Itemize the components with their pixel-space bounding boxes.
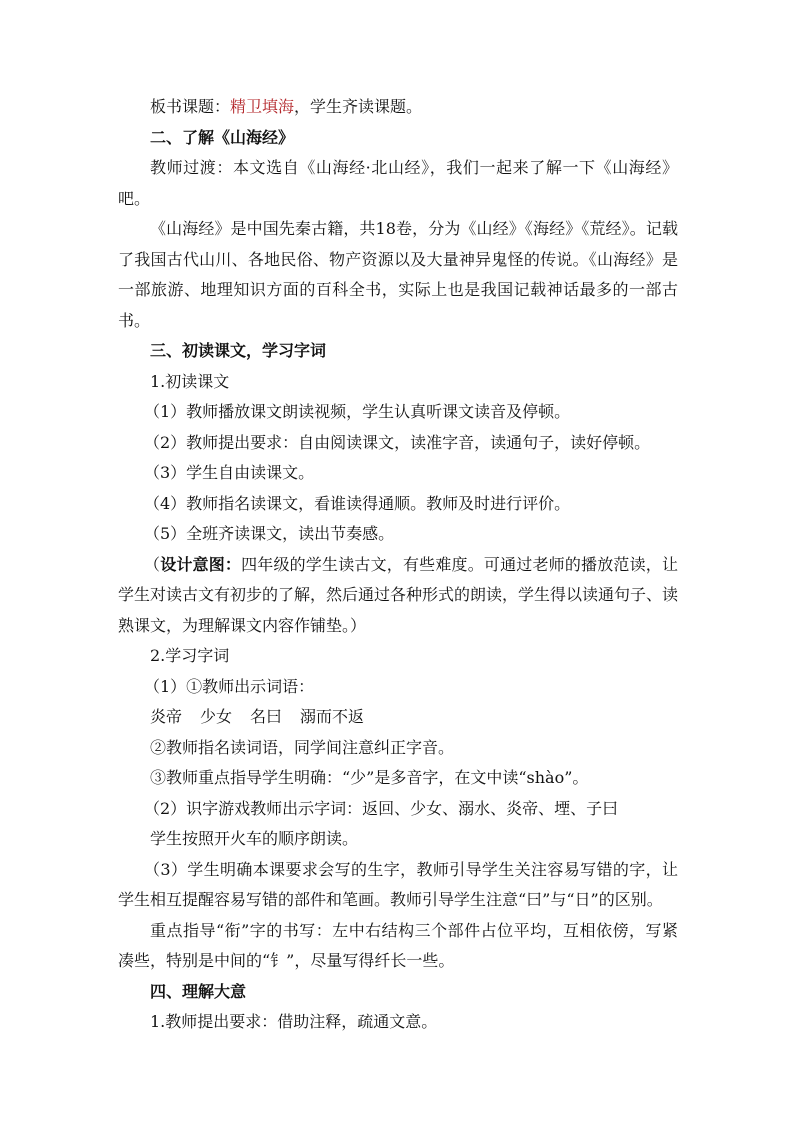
step-3: （3）学生自由读课文。 xyxy=(144,463,315,482)
design-open-paren: （ xyxy=(144,554,161,574)
teacher-transition: 教师过渡：本文选自《山海经·北山经》，我们一起来了解一下《山海经》吧。 xyxy=(118,158,678,208)
lesson-title: 精卫填海 xyxy=(230,97,295,116)
section-heading-4: 四、理解大意 xyxy=(150,981,247,1001)
lesson-plan-body xyxy=(118,92,678,1038)
step-4: （4）教师指名读课文，看谁读得通顺。教师及时进行评价。 xyxy=(144,493,571,513)
key-character-guidance: 重点指导“衔”字的书写：左中右结构三个部件占位平均，互相依傍，写紧凑些，特别是中间的“钅”，尽量写得纤长一些。 xyxy=(118,920,678,970)
subsection-2: 2.学习字词 xyxy=(150,646,230,665)
step-2: （2）教师提出要求：自由阅读课文，读准字音，读通句子，读好停顿。 xyxy=(144,432,651,452)
step-1: （1）教师播放课文朗读视频，学生认真听课文读音及停顿。 xyxy=(144,402,571,421)
word-list xyxy=(118,702,678,733)
section-heading-2: 二、了解《山海经》 xyxy=(150,127,295,147)
word-item: 溺而不返 xyxy=(300,707,365,726)
subsection-1: 1.初读课文 xyxy=(150,371,230,391)
section-heading-3: 三、初读课文，学习字词 xyxy=(150,341,327,360)
word-step-3: ③教师重点指导学生明确：“少”是多音字，在文中读“shào”。 xyxy=(150,768,589,787)
design-intent-text: 四年级的学生读古文，有些难度。可通过老师的播放范读，让学生对读古文有初步的了解，然后通过各种形式的朗读，学生得以读通句子、读熟课文，为理解课文内容作铺垫。） xyxy=(118,554,679,635)
board-title-line xyxy=(118,92,678,123)
step-5: （5）全班齐读课文，读出节奏感。 xyxy=(144,524,395,543)
word-step-2: ②教师指名读词语，同学间注意纠正字音。 xyxy=(150,737,455,757)
word-item: 名曰 xyxy=(250,707,283,726)
shanhaijing-intro: 《山海经》是中国先秦古籍，共18卷，分为《山经》《海经》《荒经》。记载了我国古代山川、各地民俗、物产资源以及大量神异鬼怪的传说。《山海经》是一部旅游、地理知识方面的百科全书，实际上也是我国记载神话最多的一部古书。 xyxy=(118,219,678,330)
word-item: 炎帝 xyxy=(150,707,183,726)
understanding-step-1: 1.教师提出要求：借助注释，疏通文意。 xyxy=(150,1012,438,1031)
design-intent xyxy=(118,550,678,642)
word-step-1: （1）①教师出示词语： xyxy=(144,676,315,696)
word-item: 少女 xyxy=(200,707,233,726)
board-title-suffix: ，学生齐读课题。 xyxy=(294,97,423,116)
game-step: （2）识字游戏教师出示字词：返回、少女、溺水、炎帝、堙、子曰 xyxy=(144,798,619,818)
design-intent-label: 设计意图： xyxy=(160,554,242,574)
board-title-prefix: 板书课题： xyxy=(150,97,231,116)
game-step-note: 学生按照开火车的顺序朗读。 xyxy=(150,829,359,848)
writing-step: （3）学生明确本课要求会写的生字，教师引导学生关注容易写错的字，让学生相互提醒容易写错的部件和笔画。教师引导学生注意“曰”与“日”的区别。 xyxy=(118,859,678,909)
